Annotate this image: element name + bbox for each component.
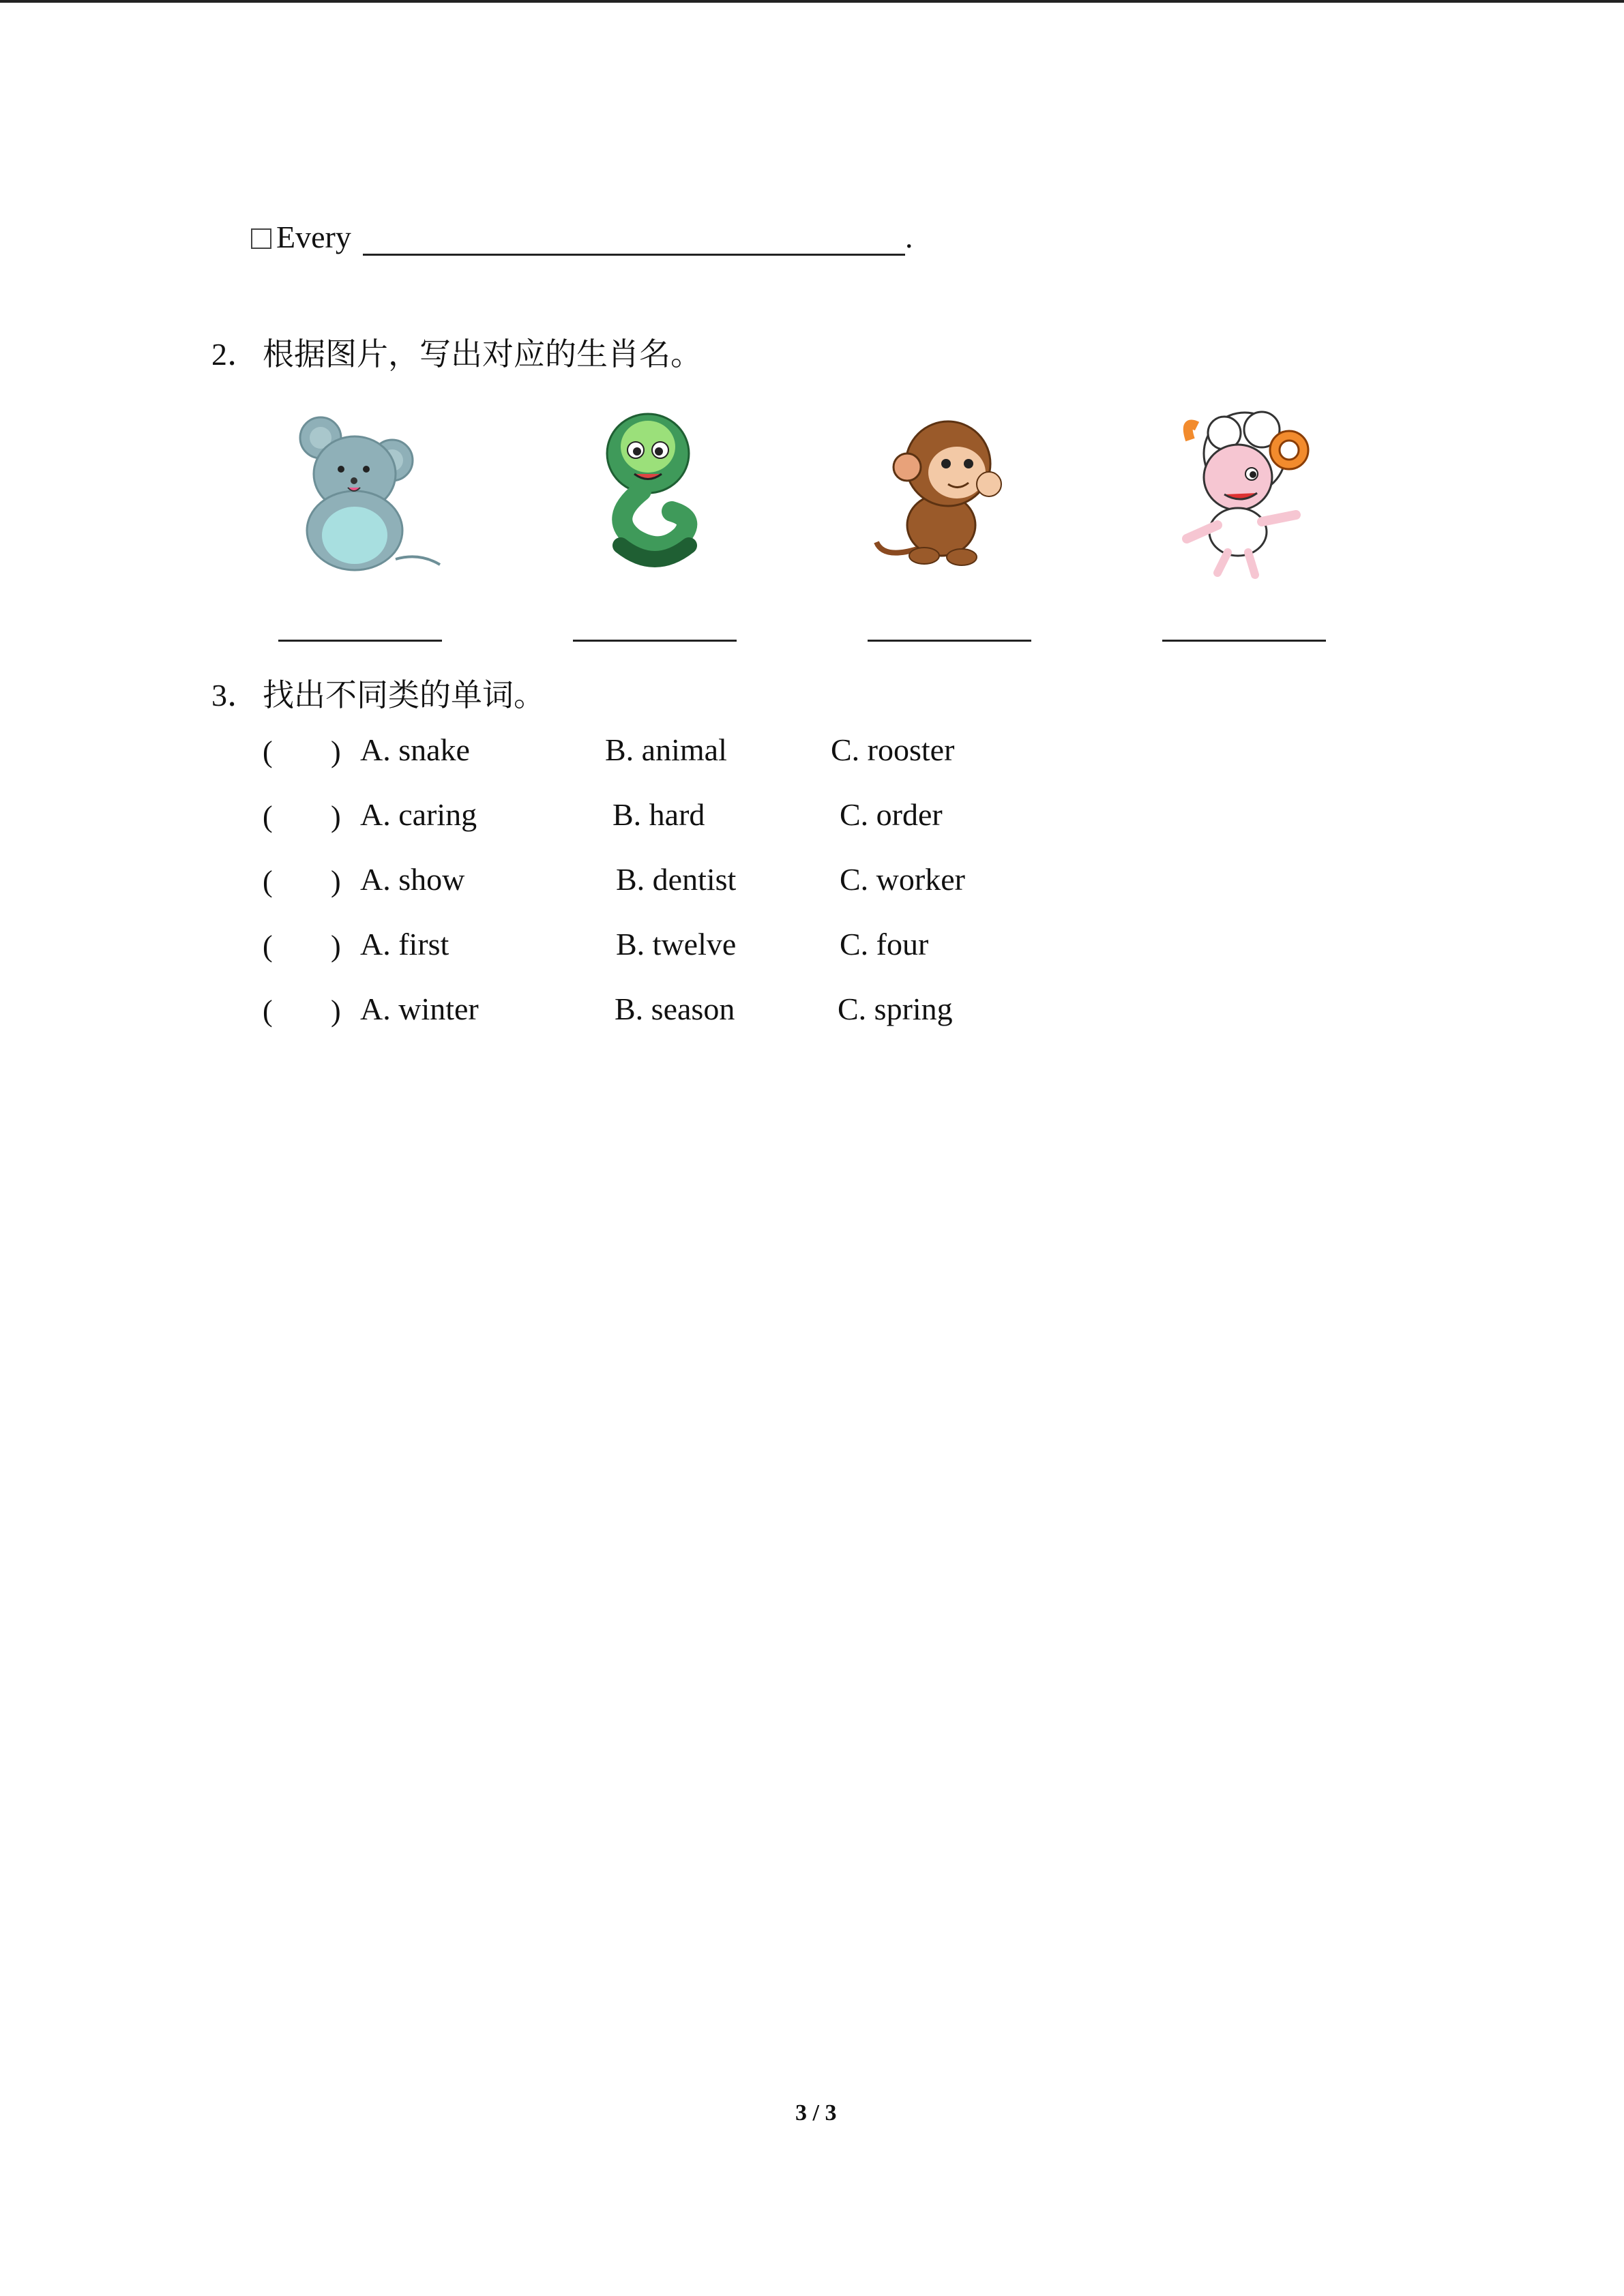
option-c: C. order (840, 797, 943, 832)
sheep-icon (1170, 406, 1320, 583)
answer-paren-open[interactable]: ( (263, 994, 273, 1028)
option-c: C. spring (838, 992, 953, 1026)
option-b: B. twelve (616, 927, 737, 961)
answer-paren-close: ) (331, 735, 341, 769)
option-a: A. snake (360, 732, 470, 767)
q3-number: 3． (211, 678, 259, 713)
monkey-icon (870, 413, 1020, 569)
answer-paren-open[interactable]: ( (263, 735, 273, 769)
sentence-prefix: Every (276, 220, 351, 254)
option-c: C. worker (840, 862, 965, 897)
snake-icon (593, 409, 709, 573)
q2-instruction: 根据图片，写出对应的生肖名。 (263, 337, 702, 372)
answer-blank-1[interactable] (278, 640, 442, 642)
option-b: B. dentist (616, 862, 737, 897)
q3-instruction: 找出不同类的单词。 (263, 678, 545, 713)
answer-paren-open[interactable]: ( (263, 800, 273, 833)
answer-paren-close: ) (331, 994, 341, 1028)
answer-paren-close: ) (331, 800, 341, 833)
sentence-blank[interactable] (363, 254, 905, 256)
checkbox[interactable] (251, 228, 271, 249)
option-a: A. first (360, 927, 449, 961)
sentence-period: . (905, 220, 913, 254)
option-c: C. rooster (831, 732, 955, 767)
option-a: A. winter (360, 992, 479, 1026)
option-b: B. season (615, 992, 735, 1026)
page-number: 3 / 3 (795, 2100, 837, 2126)
option-b: B. animal (605, 732, 727, 767)
option-c: C. four (840, 927, 929, 961)
q2-number: 2． (211, 337, 259, 372)
answer-paren-open[interactable]: ( (263, 929, 273, 963)
page-top-border (0, 0, 1624, 3)
answer-paren-open[interactable]: ( (263, 865, 273, 898)
answer-blank-4[interactable] (1162, 640, 1326, 642)
option-b: B. hard (612, 797, 705, 832)
mouse-icon (290, 409, 447, 573)
answer-paren-close: ) (331, 865, 341, 898)
option-a: A. show (360, 862, 465, 897)
answer-blank-2[interactable] (573, 640, 737, 642)
answer-paren-close: ) (331, 929, 341, 963)
option-a: A. caring (360, 797, 477, 832)
answer-blank-3[interactable] (868, 640, 1031, 642)
